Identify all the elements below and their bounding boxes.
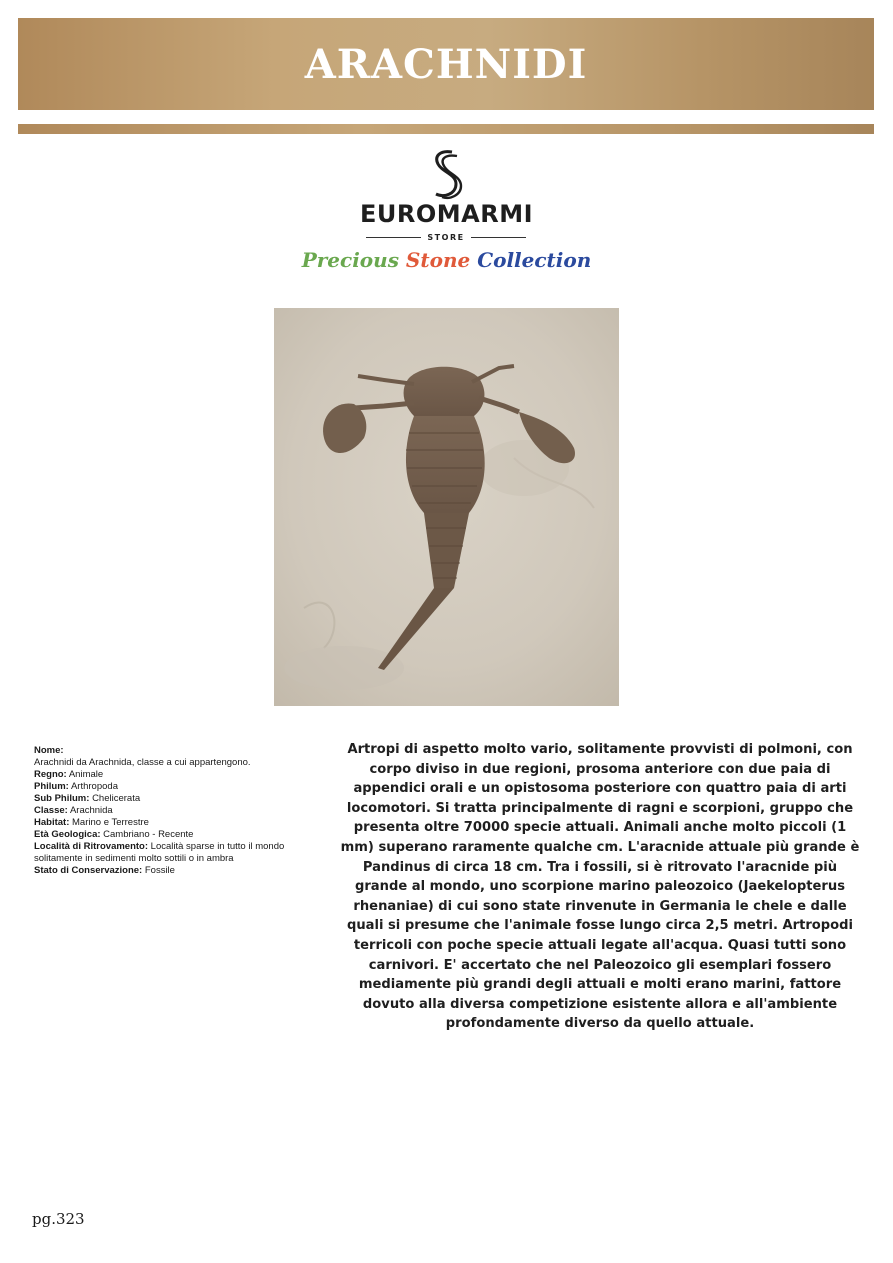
title-banner [18,18,874,110]
fossil-photo [274,308,619,706]
logo-name: EUROMARMI [359,200,533,228]
spec-philum [34,781,304,793]
spec-localita-label: Località di Ritrovamento: [34,841,149,852]
title-divider [18,124,874,134]
spec-philum-value: Arthropoda [70,781,118,792]
spec-eta [34,829,304,841]
description-text: Artropi di aspetto molto vario, solitamente provvisti di polmoni, con corpo diviso in due regioni, prosoma anteriore con due paia di appendici orali e un opistosoma posteriore con quattro paia di arti locomotori. Si tratta principalmente di ragni e scorpioni, gruppo che presenta oltre 70000 specie attuali. Animali anche molto piccoli (1 mm) superano raramente qualche cm. L'aracnide attuale più grande è Pandinus di circa 18 cm. Tra i fossili, si è ritrovato l'aracnide più grande al mondo, uno scorpione marino paleozoico (Jaekelopterus rhenaniae) di cui sono state rinvenute in Germania le chele e dalle quali si presume che l'animale fosse lungo circa 2,5 metri. Artropodi terricoli con poche specie attuali legate all'acqua. Quasi tutti sono carnivori. E' accertato che nel Paleozoico gli esemplari fossero mediamente più grandi degli attuali e molti erano marini, fattore dovuto alla diversa competizione esistente allora e all'ambiente profondamente diverso da quello attuale. [340,742,860,1032]
spec-eta-label: Età Geologica: [34,829,101,840]
spec-stato-value: Fossile [144,865,175,876]
spec-localita [34,841,304,865]
spec-stato [34,865,304,877]
logo-store-label: STORE [427,232,465,242]
tagline [0,248,893,272]
spec-eta-value: Cambriano - Recente [103,829,194,840]
spec-regno [34,769,304,781]
page-title: ARACHNIDI [304,40,588,88]
logo-store-line [366,230,526,244]
spec-classe [34,805,304,817]
spec-habitat-label: Habitat: [34,817,70,828]
tagline-word-collection: Collection [477,248,592,272]
spec-localita-value: Località sparse in tutto il mondo solitamente in sedimenti molto sottili o in ambra [34,841,285,864]
spec-habitat-value: Marino e Terrestre [72,817,149,828]
spec-subphilum-value: Chelicerata [92,793,141,804]
spec-subphilum-label: Sub Philum: [34,793,90,804]
spec-list [34,745,304,877]
spec-regno-value: Animale [68,769,104,780]
spec-philum-label: Philum: [34,781,69,792]
spec-habitat [34,817,304,829]
logo-s-icon [426,148,466,200]
spec-nome-value: Arachnidi da Arachnida, classe a cui appartengono. [34,757,251,768]
tagline-word-precious: Precious [301,248,399,272]
spec-classe-value: Arachnida [69,805,113,816]
spec-stato-label: Stato di Conservazione: [34,865,143,876]
spec-classe-label: Classe: [34,805,68,816]
spec-nome-label: Nome: [34,745,64,756]
spec-subphilum [34,793,304,805]
brand-logo [0,148,893,288]
tagline-word-stone: Stone [405,248,471,272]
page-number: pg.323 [32,1210,85,1228]
spec-regno-label: Regno: [34,769,67,780]
